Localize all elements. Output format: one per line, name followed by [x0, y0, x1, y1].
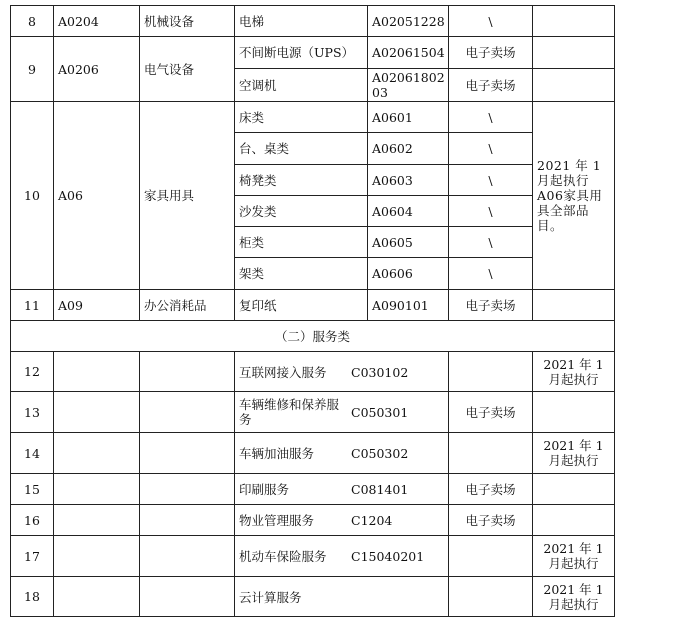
item-name: 印刷服务 [239, 482, 290, 497]
table-row [11, 433, 615, 474]
procurement-mode: \ [449, 102, 533, 133]
category-code [54, 433, 140, 474]
item-code: A0602 [368, 133, 449, 165]
item-name: 车辆维修和保养服务 [239, 397, 340, 427]
procurement-mode: 电子卖场 [449, 290, 533, 321]
note [533, 69, 615, 102]
table-row [11, 37, 615, 69]
category-name [140, 433, 235, 474]
service-cell [235, 392, 449, 433]
service-cell [235, 433, 449, 474]
table-row [11, 474, 615, 505]
item-name: 台、桌类 [235, 133, 368, 165]
item-name: 物业管理服务 [239, 513, 315, 528]
category-code [54, 392, 140, 433]
procurement-mode [449, 352, 533, 392]
row-number: 10 [11, 102, 54, 290]
row-number: 15 [11, 474, 54, 505]
item-name: 柜类 [235, 227, 368, 258]
service-cell [235, 536, 449, 577]
row-number: 12 [11, 352, 54, 392]
note [533, 6, 615, 37]
item-code: A0606 [368, 258, 449, 290]
category-name: 电气设备 [140, 37, 235, 102]
note [533, 474, 615, 505]
item-code: A0603 [368, 165, 449, 196]
procurement-mode: 电子卖场 [449, 37, 533, 69]
category-code [54, 505, 140, 536]
item-code: C050301 [351, 404, 409, 420]
row-number: 13 [11, 392, 54, 433]
table-row [11, 392, 615, 433]
procurement-mode: 电子卖场 [449, 392, 533, 433]
procurement-mode: \ [449, 196, 533, 227]
row-number: 14 [11, 433, 54, 474]
section-title: （二）服务类 [11, 321, 615, 352]
table-row [11, 290, 615, 321]
procurement-mode: \ [449, 165, 533, 196]
procurement-mode: \ [449, 258, 533, 290]
category-name [140, 352, 235, 392]
note: 2021 年 1 月起执行 [533, 352, 615, 392]
item-code: C081401 [351, 482, 409, 497]
table-row [11, 102, 615, 133]
category-name: 家具用具 [140, 102, 235, 290]
section-header-row [11, 321, 615, 352]
item-code: A02051228 [368, 6, 449, 37]
procurement-mode: 电子卖场 [449, 505, 533, 536]
item-code: A0605 [368, 227, 449, 258]
service-cell [235, 505, 449, 536]
category-name [140, 474, 235, 505]
note: 2021 年 1 月起执行 [533, 577, 615, 617]
category-code [54, 474, 140, 505]
item-name: 机动车保险服务 [239, 549, 327, 564]
table-row [11, 352, 615, 392]
item-name: 空调机 [235, 69, 368, 102]
category-name: 办公消耗品 [140, 290, 235, 321]
category-name [140, 536, 235, 577]
category-name: 机械设备 [140, 6, 235, 37]
item-code: C050302 [351, 446, 409, 461]
note [533, 505, 615, 536]
table-row [11, 536, 615, 577]
item-name: 架类 [235, 258, 368, 290]
table-row [11, 577, 615, 617]
item-code: A0601 [368, 102, 449, 133]
service-cell [235, 352, 449, 392]
item-name: 沙发类 [235, 196, 368, 227]
service-cell [235, 474, 449, 505]
procurement-mode: 电子卖场 [449, 69, 533, 102]
category-name [140, 392, 235, 433]
service-cell [235, 577, 449, 617]
item-name: 云计算服务 [239, 589, 302, 605]
note [533, 37, 615, 69]
row-number: 11 [11, 290, 54, 321]
procurement-mode [449, 577, 533, 617]
category-code [54, 577, 140, 617]
note: 2021 年 1 月起执行 [533, 536, 615, 577]
item-name: 椅凳类 [235, 165, 368, 196]
item-name: 车辆加油服务 [239, 446, 315, 461]
row-number: 16 [11, 505, 54, 536]
procurement-mode [449, 433, 533, 474]
row-number: 8 [11, 6, 54, 37]
item-code: C15040201 [351, 549, 425, 564]
category-code [54, 536, 140, 577]
item-code: A090101 [368, 290, 449, 321]
item-code: A02061802 03 [368, 69, 449, 102]
category-code: A0206 [54, 37, 140, 102]
procurement-mode: \ [449, 133, 533, 165]
item-name: 床类 [235, 102, 368, 133]
category-code [54, 352, 140, 392]
procurement-mode: \ [449, 6, 533, 37]
category-code: A09 [54, 290, 140, 321]
note: 2021 年 1 月起执行 A06家具用具全部品目。 [533, 102, 615, 290]
procurement-mode [449, 536, 533, 577]
note [533, 392, 615, 433]
row-number: 9 [11, 37, 54, 102]
table-row [11, 505, 615, 536]
table-row [11, 6, 615, 37]
item-name: 电梯 [235, 6, 368, 37]
procurement-mode: 电子卖场 [449, 474, 533, 505]
item-code: A0604 [368, 196, 449, 227]
procurement-catalog-table [10, 5, 615, 617]
procurement-mode: \ [449, 227, 533, 258]
category-code: A06 [54, 102, 140, 290]
row-number: 17 [11, 536, 54, 577]
item-code: C030102 [351, 364, 409, 380]
category-code: A0204 [54, 6, 140, 37]
note [533, 290, 615, 321]
item-name: 不间断电源（UPS） [235, 37, 368, 69]
category-name [140, 577, 235, 617]
row-number: 18 [11, 577, 54, 617]
category-name [140, 505, 235, 536]
item-name: 复印纸 [235, 290, 368, 321]
item-name: 互联网接入服务 [239, 364, 327, 380]
item-code: C1204 [351, 513, 393, 528]
note: 2021 年 1 月起执行 [533, 433, 615, 474]
item-code: A02061504 [368, 37, 449, 69]
